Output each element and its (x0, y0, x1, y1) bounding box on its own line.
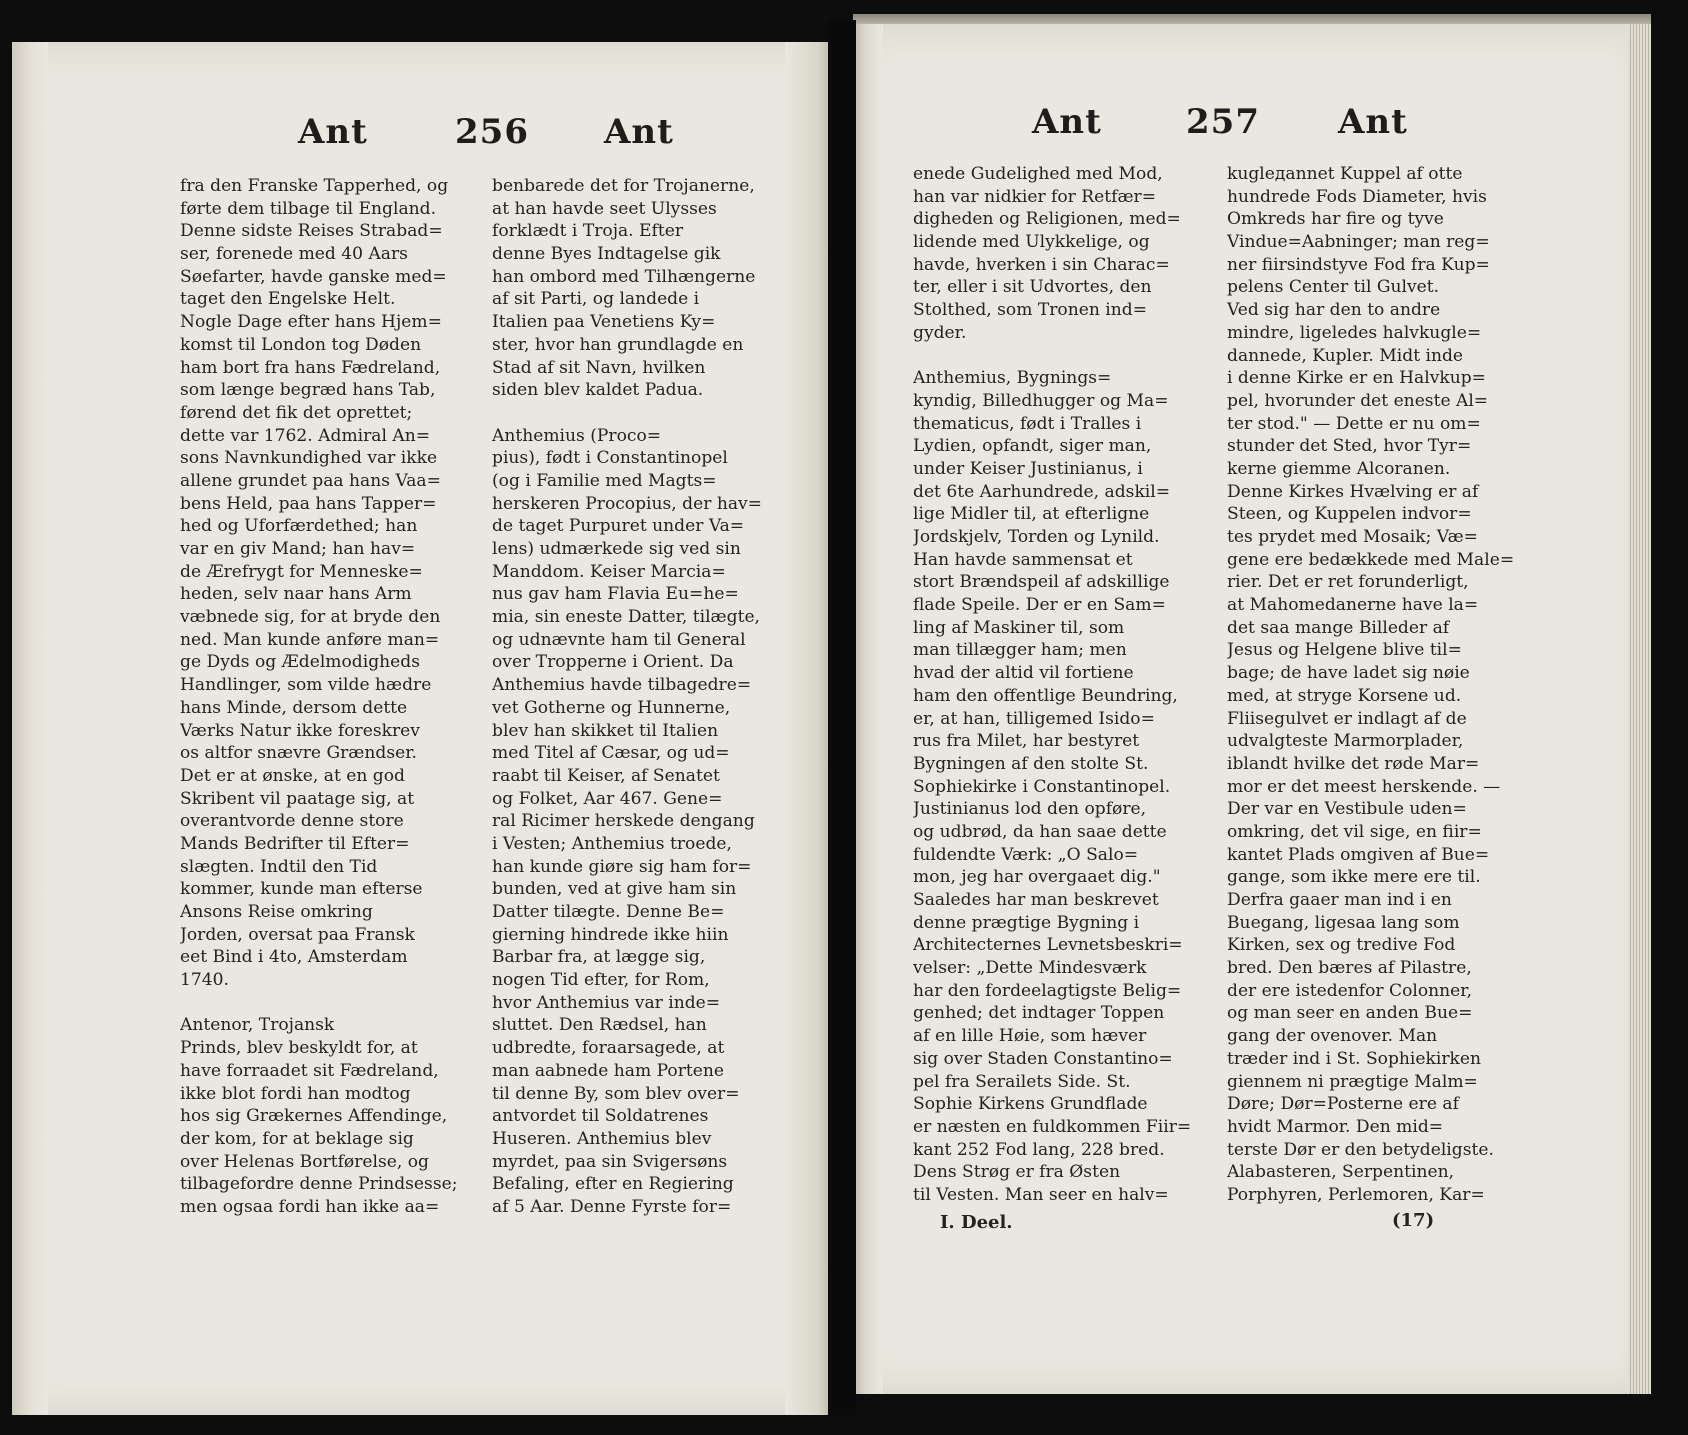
right_page-col2-line: Ved sig har den to andre (1227, 300, 1441, 321)
left_page-col2-line: blev han skikket til Italien (492, 720, 719, 741)
left_page-col2-line: de taget Purpuret under Va= (492, 516, 745, 537)
right_page-col1-line: det 6te Aarhundrede, adskil= (913, 481, 1171, 502)
left_page-col2-line: sluttet. Den Rædsel, han (492, 1015, 707, 1036)
left_page-col2-line: nogen Tid efter, for Rom, (492, 970, 710, 991)
left_page-col2-line: at han havde seet Ulysses (492, 198, 717, 219)
right_page-col1-line: mon, jeg har overgaaet dig." (913, 867, 1161, 888)
right-head-left: Ant (1032, 102, 1102, 142)
left_page-col2-line: han kunde giøre sig ham for= (492, 856, 752, 877)
left_page-col1-line: førte dem tilbage til England. (180, 198, 437, 219)
left_page-col1-line: hed og Uforfærdethed; han (180, 516, 418, 537)
left_page-col1-line: bens Held, paa hans Tapper= (180, 493, 437, 514)
right_page-col1-line: ham den offentlige Beundring, (913, 685, 1178, 706)
left_page-col1-line: men ogsaa fordi han ikke aa= (180, 1196, 440, 1217)
right_page-col2-line: kuglедannet Kuppel af otte (1227, 164, 1463, 184)
right_page-col1-line: kant 252 Fod lang, 228 bred. (913, 1139, 1165, 1160)
left_page-col2-line: myrdet, paa sin Svigersøns (492, 1151, 728, 1172)
right_page-col1-line: Justinianus lod den opføre, (913, 799, 1147, 820)
right_page-col2-line: stunder det Sted, hvor Tyr= (1227, 436, 1472, 457)
right_page-col2-line: der ere istedenfor Colonner, (1227, 980, 1473, 1001)
left_page-col1-line: have forraadet sit Fædreland, (180, 1060, 439, 1081)
right_page-col2-line: hundrede Fods Diameter, hvis (1227, 186, 1487, 207)
right-gutter (853, 24, 883, 1394)
left_page-col2-line: Anthemius havde tilbagedre= (492, 675, 752, 696)
right_page-col1-line (913, 345, 1205, 368)
left_page-col1-line: var en giv Mand; han hav= (180, 539, 416, 559)
right_page-col1-line: fuldendte Værk: „O Salo= (913, 844, 1139, 865)
right_page-col1-line: er næsten en fuldkommen Fiir= (913, 1116, 1192, 1137)
left_page-col1-line: taget den Engelske Helt. (180, 289, 396, 310)
left_page-col2-line: Befaling, efter en Regiering (492, 1174, 734, 1195)
right_page-col1-line: sig over Staden Constantino= (913, 1048, 1173, 1069)
left_page-col1-line: Skribent vil paatage sig, at (180, 788, 415, 809)
left_page-col2-line (492, 402, 784, 425)
right_page-col2-line: mindre, ligeledes halvkugle= (1227, 322, 1482, 343)
left_page-col1-line: Søefarter, havde ganske med= (180, 266, 447, 287)
right_page-col1-line: Anthemius, Bygnings= (913, 368, 1112, 389)
left_page-col1-line: Det er at ønske, at en god (180, 765, 405, 786)
right_page-col2-line: Denne Kirkes Hvælving er af (1227, 481, 1479, 502)
right_page-col1-line: og udbrød, da han saae dette (913, 821, 1167, 842)
right_page-col1-line: er, at han, tilligemed Isido= (913, 708, 1155, 729)
left_page-col2-line: denne Byes Indtagelse gik (492, 244, 721, 265)
left_page-col1-line: overantvorde denne store (180, 811, 404, 832)
right_page-col2-line: iblandt hvilke det røde Mar= (1227, 753, 1480, 774)
right_page-col1-line: denne prægtige Bygning i (913, 912, 1140, 933)
left_page-col1-line: hans Minde, dersom dette (180, 697, 408, 718)
right_page-col2-line: træder ind i St. Sophiekirken (1227, 1048, 1481, 1069)
right_page-col2-line: Fliisegulvet er indlagt af de (1227, 708, 1467, 729)
left_page-col1-line: der kom, for at beklage sig (180, 1128, 414, 1149)
right_page-col2-line: at Mahomedanerne have la= (1227, 595, 1479, 616)
right_page-col2-line: Jesus og Helgene blive til= (1227, 640, 1462, 661)
left_page-col2-line: udbredte, foraarsagede, at (492, 1038, 725, 1059)
left_page-col1-line: Handlinger, som vilde hædre (180, 675, 432, 696)
left_page-col1-line: ned. Man kunde anføre man= (180, 629, 440, 650)
right_page-col1-line: Architecternes Levnetsbeskri= (913, 935, 1183, 956)
right_page-col1-line: man tillægger ham; men (913, 640, 1127, 661)
right_page-col2-line: hvidt Marmor. Den mid= (1227, 1116, 1444, 1137)
left_page-col1-line: fra den Franske Tapperhed, og (180, 176, 449, 196)
left_page-col1-line: førend det fik det oprettet; (180, 402, 413, 423)
right_page-col2-line: Porphyren, Perlemoren, Kar= (1227, 1184, 1485, 1205)
right_page-col2-line: gange, som ikke mere ere til. (1227, 867, 1481, 888)
left_page-col1-line: ser, forenede med 40 Aars (180, 244, 408, 265)
left_page-col2-line: ster, hvor han grundlagde en (492, 334, 744, 355)
right_page-col2-line: kerne giemme Alcoranen. (1227, 458, 1451, 479)
right_page-col1-line: kyndig, Billedhugger og Ma= (913, 390, 1169, 411)
right-page-column-1 (913, 163, 1205, 1207)
left-page-column-1 (180, 175, 470, 1219)
left_page-col1-line: Prinds, blev beskyldt for, at (180, 1038, 418, 1059)
left_page-col2-line: bunden, ved at give ham sin (492, 879, 737, 900)
right_page-col1-line: ling af Maskiner til, som (913, 617, 1125, 638)
right_page-col1-line: ter, eller i sit Udvortes, den (913, 277, 1152, 298)
left_page-col1-line: Denne sidste Reises Strabad= (180, 221, 443, 242)
right_page-col2-line: Steen, og Kuppelen indvor= (1227, 504, 1472, 525)
right_page-col1-line: Dens Strøg er fra Østen (913, 1162, 1121, 1183)
left_page-col1-line: væbnede sig, for at bryde den (180, 607, 441, 628)
left_page-col1-line: kommer, kunde man efterse (180, 879, 423, 900)
left_page-col1-line: heden, selv naar hans Arm (180, 584, 412, 605)
left_page-col2-line: over Tropperne i Orient. Da (492, 652, 734, 673)
right_page-col2-line: giennem ni prægtige Malm= (1227, 1071, 1478, 1092)
left_page-col1-line: sons Navnkundighed var ikke (180, 448, 438, 469)
right_page-col2-line: Døre; Dør=Posterne ere af (1227, 1094, 1459, 1115)
left_page-col2-line: til denne By, som blev over= (492, 1083, 740, 1104)
right_page-col2-line: Buegang, ligesaa lang som (1227, 912, 1460, 933)
right_page-col1-line: havde, hverken i sin Charac= (913, 254, 1170, 275)
right_page-col1-line: Sophie Kirkens Grundflade (913, 1094, 1148, 1115)
right_page-col2-line: og man seer en anden Bue= (1227, 1003, 1473, 1024)
left_page-col1-line: ikke blot fordi han modtog (180, 1083, 411, 1104)
left_page-col2-line: Huseren. Anthemius blev (492, 1128, 712, 1149)
left_page-col2-line: og udnævnte ham til General (492, 629, 746, 650)
left-page-column-2 (492, 175, 784, 1219)
right_page-col2-line: terste Dør er den betydeligste. (1227, 1139, 1494, 1160)
left_page-col1-line: os altfor snævre Grændser. (180, 743, 417, 764)
right_page-col1-line: stort Brændspeil af adskillige (913, 572, 1170, 593)
right_page-col1-line: af en lille Høie, som hæver (913, 1026, 1147, 1047)
right_page-col1-line: Sophiekirke i Constantinopel. (913, 776, 1171, 797)
right_page-col1-line: Bygningen af den stolte St. (913, 753, 1149, 774)
left_page-col2-line: Datter tilægte. Denne Be= (492, 902, 725, 922)
left_page-col2-line: af sit Parti, og landede i (492, 289, 700, 310)
left_page-col1-line: ge Dyds og Ædelmodigheds (180, 652, 420, 673)
left_page-col2-line: vet Gotherne og Hunnerne, (492, 697, 731, 718)
left_page-col2-line: i Vesten; Anthemius troede, (492, 833, 732, 854)
left_page-col2-line: herskeren Procopius, der hav= (492, 493, 763, 514)
left_page-col1-line: Jorden, oversat paa Fransk (180, 924, 415, 945)
right_page-col1-line: til Vesten. Man seer en halv= (913, 1184, 1169, 1205)
left_page-col2-line: benbarede det for Trojanerne, (492, 176, 755, 196)
left_page-col2-line: (og i Familie med Magts= (492, 470, 717, 491)
right_page-col2-line: Derfra gaaer man ind i en (1227, 890, 1452, 910)
right_page-col2-line: gang der ovenover. Man (1227, 1026, 1438, 1047)
right_page-col2-line: pelens Center til Gulvet. (1227, 277, 1440, 298)
left_page-col2-line: ral Ricimer herskede dengang (492, 811, 755, 832)
book-spine (828, 20, 856, 1415)
right_page-col1-line: Stolthed, som Tronen ind= (913, 300, 1148, 321)
left_page-col2-line: gierning hindrede ikke hiin (492, 924, 729, 945)
left_page-col2-line: Manddom. Keiser Marcia= (492, 561, 726, 582)
right_page-col2-line: med, at stryge Korsene ud. (1227, 685, 1462, 706)
right_page-col2-line: i denne Kirke er en Halvkup= (1227, 368, 1486, 389)
right_page-col2-line: Alabasteren, Serpentinen, (1227, 1162, 1455, 1183)
catchword: (17) (1392, 1210, 1435, 1231)
right_page-col2-line: ter stod." — Dette er nu om= (1227, 413, 1481, 434)
left_page-col1-line: Ansons Reise omkring (180, 902, 373, 922)
right_page-col2-line: bage; de have ladet sig nøie (1227, 663, 1470, 684)
left_page-col2-line: forklædt i Troja. Efter (492, 221, 684, 242)
left_page-col1-line: hos sig Grækernes Affendinge, (180, 1106, 448, 1127)
left_page-col1-line: tilbagefordre denne Prindsesse; (180, 1174, 458, 1195)
right_page-col2-line: dannede, Kupler. Midt inde (1227, 345, 1464, 366)
left_page-col2-line: Anthemius (Proco= (492, 425, 662, 446)
left_page-col2-line: antvordet til Soldatrenes (492, 1106, 709, 1127)
left_page-col1-line: Mands Bedrifter til Efter= (180, 833, 410, 854)
right_page-col1-line: thematicus, født i Tralles i (913, 413, 1142, 434)
right_page-col1-line: hvad der altid vil fortiene (913, 663, 1134, 684)
right_page-col2-line: ner fiirsindstyve Fod fra Kup= (1227, 254, 1490, 275)
left_page-col1-line: som længe begræd hans Tab, (180, 380, 436, 401)
right-page-stack-edge (1628, 24, 1651, 1394)
left_page-col2-line: med Titel af Cæsar, og ud= (492, 743, 730, 764)
right_page-col2-line: omkring, det vil sige, en fiir= (1227, 821, 1482, 842)
left_page-col2-line: hvor Anthemius var inde= (492, 992, 721, 1013)
right_page-col1-line: lidende med Ulykkelige, og (913, 232, 1150, 253)
left_page-col2-line: nus gav ham Flavia Eu=he= (492, 584, 739, 605)
right_page-col1-line: gyder. (913, 322, 967, 343)
right_page-col1-line: Han havde sammensat et (913, 549, 1133, 570)
left_page-col2-line: Italien paa Venetiens Ky= (492, 312, 716, 333)
left_page-col1-line: eet Bind i 4to, Amsterdam (180, 947, 408, 968)
right_page-col1-line: digheden og Religionen, med= (913, 209, 1181, 230)
right_page-col1-line: Saaledes har man beskrevet (913, 890, 1159, 910)
left-head-left: Ant (298, 112, 368, 152)
right_page-col1-line: Jordskjelv, Torden og Lynild. (913, 527, 1160, 547)
left_page-col1-line: ham bort fra hans Fædreland, (180, 357, 441, 378)
right_page-col1-line: han var nidkier for Retfær= (913, 186, 1157, 207)
left_page-col1-line: de Ærefrygt for Menneske= (180, 561, 423, 582)
right_page-col2-line: Kirken, sex og tredive Fod (1227, 935, 1456, 956)
right-page-number: 257 (1186, 102, 1260, 142)
left_page-col1-line (180, 992, 470, 1015)
right_page-col2-line: tes prydet med Mosaik; Væ= (1227, 527, 1478, 547)
right_page-col2-line: pel, hvorunder det eneste Al= (1227, 390, 1489, 411)
right_page-col1-line: har den fordeelagtigste Belig= (913, 980, 1182, 1001)
left_page-col2-line: han ombord med Tilhængerne (492, 266, 756, 287)
right_page-col1-line: under Keiser Justinianus, i (913, 458, 1143, 479)
right_page-col1-line: flade Speile. Der er en Sam= (913, 595, 1166, 616)
left_page-col2-line: Barbar fra, at lægge sig, (492, 947, 706, 968)
right_page-col1-line: lige Midler til, at efterligne (913, 504, 1150, 525)
left_page-col1-line: Nogle Dage efter hans Hjem= (180, 312, 442, 333)
right_page-col1-line: Lydien, opfandt, siger man, (913, 436, 1152, 457)
right_page-col2-line: gene ere bedækkede med Male= (1227, 549, 1515, 570)
left-gutter (785, 42, 832, 1415)
right_page-col2-line: mor er det meest herskende. — (1227, 776, 1501, 797)
signature-mark: I. Deel. (940, 1212, 1013, 1233)
right_page-col1-line: pel fra Serailets Side. St. (913, 1071, 1131, 1092)
right_page-col2-line: bred. Den bæres af Pilastre, (1227, 958, 1472, 979)
left_page-col2-line: raabt til Keiser, af Senatet (492, 765, 720, 786)
right_page-col2-line: kantet Plads omgiven af Bue= (1227, 844, 1490, 865)
right_page-col2-line: rier. Det er ret forunderligt, (1227, 572, 1469, 593)
left_page-col2-line: af 5 Aar. Denne Fyrste for= (492, 1196, 732, 1217)
right_page-col2-line: Vindue=Aabninger; man reg= (1227, 232, 1490, 253)
left_page-col1-line: komst til London tog Døden (180, 334, 422, 355)
left_page-col2-line: Stad af sit Navn, hvilken (492, 357, 706, 378)
left-page-number: 256 (455, 112, 529, 152)
left_page-col1-line: 1740. (180, 970, 229, 991)
right_page-col2-line: udvalgteste Marmorplader, (1227, 731, 1464, 752)
left_page-col2-line: siden blev kaldet Padua. (492, 380, 704, 401)
left_page-col1-line: dette var 1762. Admiral An= (180, 425, 431, 446)
left_page-col1-line: Antenor, Trojansk (180, 1015, 335, 1036)
left-page-edge (12, 42, 48, 1415)
right-head-right: Ant (1338, 102, 1408, 142)
right_page-col2-line: Der var en Vestibule uden= (1227, 799, 1467, 820)
right_page-col1-line: rus fra Milet, har bestyret (913, 731, 1140, 752)
left_page-col2-line: mia, sin eneste Datter, tilægte, (492, 607, 760, 628)
left_page-col1-line: over Helenas Bortførelse, og (180, 1151, 429, 1172)
left_page-col2-line: pius), født i Constantinopel (492, 448, 728, 469)
left_page-col2-line: og Folket, Aar 467. Gene= (492, 788, 723, 809)
left_page-col2-line: lens) udmærkede sig ved sin (492, 539, 741, 559)
right_page-col2-line: Omkreds har fire og tyve (1227, 209, 1444, 230)
left_page-col2-line: man aabnede ham Portene (492, 1060, 725, 1081)
right_page-col1-line: genhed; det indtager Toppen (913, 1003, 1165, 1024)
right_page-col2-line: det saa mange Billeder af (1227, 617, 1450, 638)
right_page-col1-line: velser: „Dette Mindesværk (913, 958, 1147, 979)
right-page-column-2 (1227, 163, 1520, 1207)
left_page-col1-line: slægten. Indtil den Tid (180, 856, 378, 877)
left_page-col1-line: Værks Natur ikke foreskrev (180, 720, 420, 741)
left_page-col1-line: allene grundet paa hans Vaa= (180, 470, 441, 491)
right_page-col1-line: enede Gudelighed med Mod, (913, 164, 1163, 184)
left-head-right: Ant (604, 112, 674, 152)
